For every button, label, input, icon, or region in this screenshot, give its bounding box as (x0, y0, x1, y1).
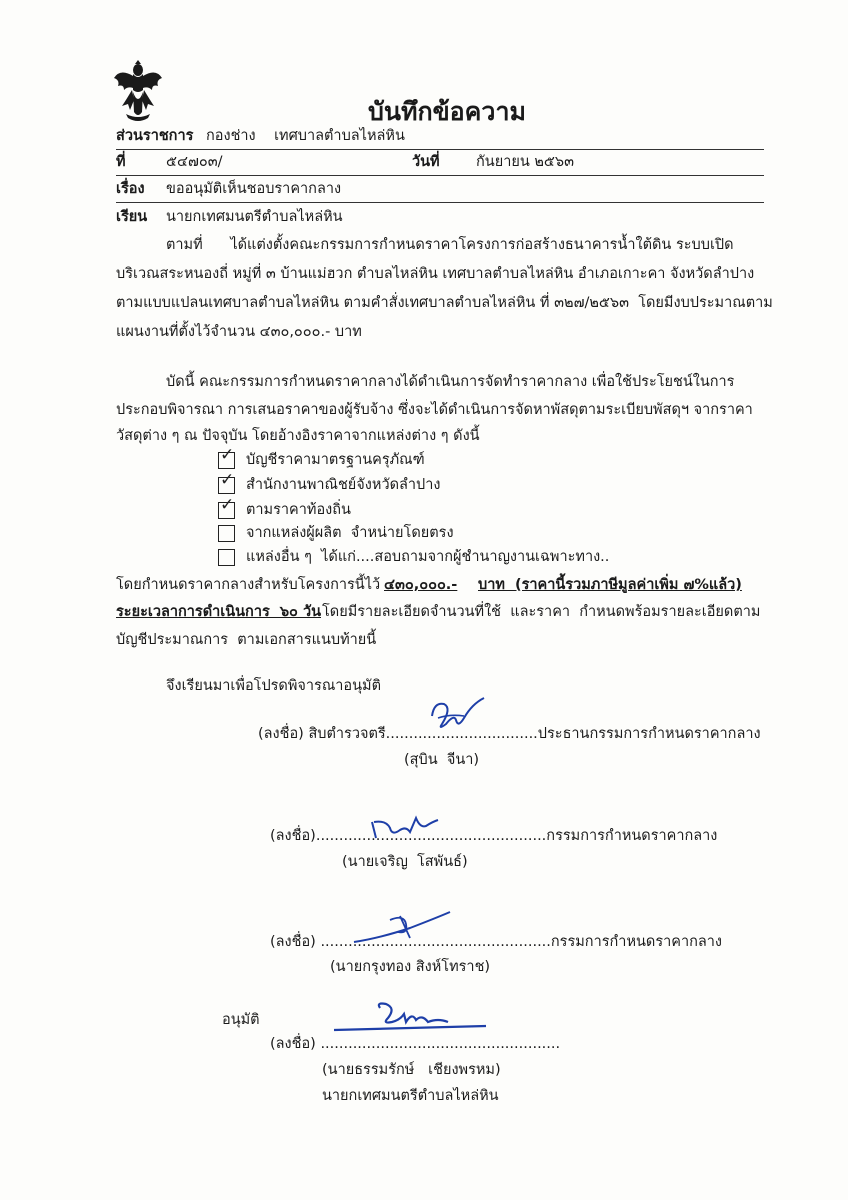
subject-label: เรื่อง (116, 181, 145, 197)
check-mark-icon: ✓ (220, 470, 235, 490)
number-label: ที่ (116, 154, 126, 170)
checklist-label: ตามราคาท้องถิ่น (246, 502, 351, 518)
price-value: ๔๓๐,๐๐๐.- (384, 577, 458, 593)
subject-value: ขออนุมัติเห็นชอบราคากลาง (166, 181, 342, 197)
check-mark-icon: ✓ (220, 495, 235, 515)
signature-name: (นายธรรมรักษ์ เชียงพรหม) (322, 1062, 501, 1078)
checklist-label: แหล่งอื่น ๆ ได้แก่....สอบถามจากผู้ชำนาญงานเฉพาะทาง.. (246, 549, 610, 565)
checkbox[interactable] (218, 495, 235, 519)
p2-line: บัดนี้ คณะกรรมการกำหนดราคากลางได้ดำเนินการจัดทำราคากลาง เพื่อใช้ประโยชน์ในการ (166, 374, 735, 390)
agency-value: กองช่าง เทศบาลตำบลไหล่หิน (206, 128, 405, 144)
checkbox[interactable] (218, 470, 235, 494)
closing-text: จึงเรียนมาเพื่อโปรดพิจารณาอนุมัติ (166, 678, 382, 694)
p1-line: ตามที่ ได้แต่งตั้งคณะกรรมการกำหนดราคาโครงการก่อสร้างธนาคารน้ำใต้ดิน ระบบเปิด (166, 237, 734, 253)
check-mark-icon: ✓ (220, 445, 235, 465)
header-rule (116, 202, 764, 203)
checkbox[interactable] (218, 525, 235, 542)
agency-label: ส่วนราชการ (116, 128, 194, 144)
signature-line: (ลงชื่อ) สิบตำรวจตรี.................................ประธานกรรมการกำหนดราคากลาง (258, 726, 761, 742)
price-prefix: โดยกำหนดราคากลางสำหรับโครงการนี้ไว้ (116, 577, 381, 593)
to-label: เรียน (116, 209, 148, 225)
checkbox[interactable] (218, 549, 235, 566)
checklist-label: สำนักงานพาณิชย์จังหวัดลำปาง (246, 477, 441, 493)
p2-line: วัสดุต่าง ๆ ณ ปัจจุบัน โดยอ้างอิงราคาจากแหล่งต่าง ๆ ดังนี้ (116, 428, 480, 444)
p1-line: บริเวณสระหนองถี่ หมู่ที่ ๓ บ้านแม่ฮวก ตำบลไหล่หิน เทศบาลตำบลไหล่หิน อำเภอเกาะคา จังหวัดลำปาง (116, 266, 755, 282)
duration-rest: โดยมีรายละเอียดจำนวนที่ใช้ และราคา กำหนดพร้อมรายละเอียดตาม (322, 604, 761, 620)
p2-line: ประกอบพิจารณา การเสนอราคาของผู้รับจ้าง ซึ่งจะได้ดำเนินการจัดหาพัสดุตามระเบียบพัสดุฯ จากราคา (116, 402, 753, 418)
signature-scribble-icon (330, 1000, 490, 1036)
date-label: วันที่ (412, 154, 440, 170)
checklist-label: จากแหล่งผู้ผลิต จำหน่ายโดยตรง (246, 525, 454, 541)
garuda-emblem-icon (112, 60, 164, 124)
p1-line: แผนงานที่ตั้งไว้จำนวน ๔๓๐,๐๐๐.- บาท (116, 324, 362, 340)
header-rule (116, 175, 764, 176)
approval-label: อนุมัติ (222, 1012, 260, 1028)
p1-line: ตามแบบแปลนเทศบาลตำบลไหล่หิน ตามคำสั่งเทศบาลตำบลไหล่หิน ที่ ๓๒๗/๒๕๖๓ โดยมีงบประมาณตาม (116, 295, 773, 311)
signature-name: (สุบิน จีนา) (404, 752, 480, 768)
signature-name: (นายเจริญ โสพันธ์) (342, 854, 468, 870)
header-rule (116, 149, 764, 150)
duration-line2: บัญชีประมาณการ ตามเอกสารแนบท้ายนี้ (116, 632, 377, 648)
checkbox[interactable] (218, 445, 235, 469)
number-value: ๕๔๗๐๓/ (166, 154, 223, 170)
to-value: นายกเทศมนตรีตำบลไหล่หิน (166, 209, 343, 225)
duration-text: ระยะเวลาการดำเนินการ ๖๐ วัน (116, 604, 321, 620)
checklist-label: บัญชีราคามาตรฐานครุภัณฑ์ (246, 452, 425, 468)
signature-line: (ลงชื่อ) .................................................... (270, 1036, 561, 1052)
price-unit-note: บาท (ราคานี้รวมภาษีมูลค่าเพิ่ม ๗%แล้ว) (478, 577, 742, 593)
signature-line: (ลงชื่อ)..................................................กรรมการกำหนดราคากลาง (270, 828, 718, 844)
signature-line: (ลงชื่อ) ..................................................กรรมการกำหนดราคากลาง (270, 934, 722, 950)
approver-position: นายกเทศมนตรีตำบลไหล่หิน (322, 1088, 499, 1104)
signature-name: (นายกรุงทอง สิงห์โทราช) (330, 959, 491, 975)
memo-title: บันทึกข้อความ (368, 97, 526, 126)
date-value: กันยายน ๒๕๖๓ (476, 154, 574, 170)
